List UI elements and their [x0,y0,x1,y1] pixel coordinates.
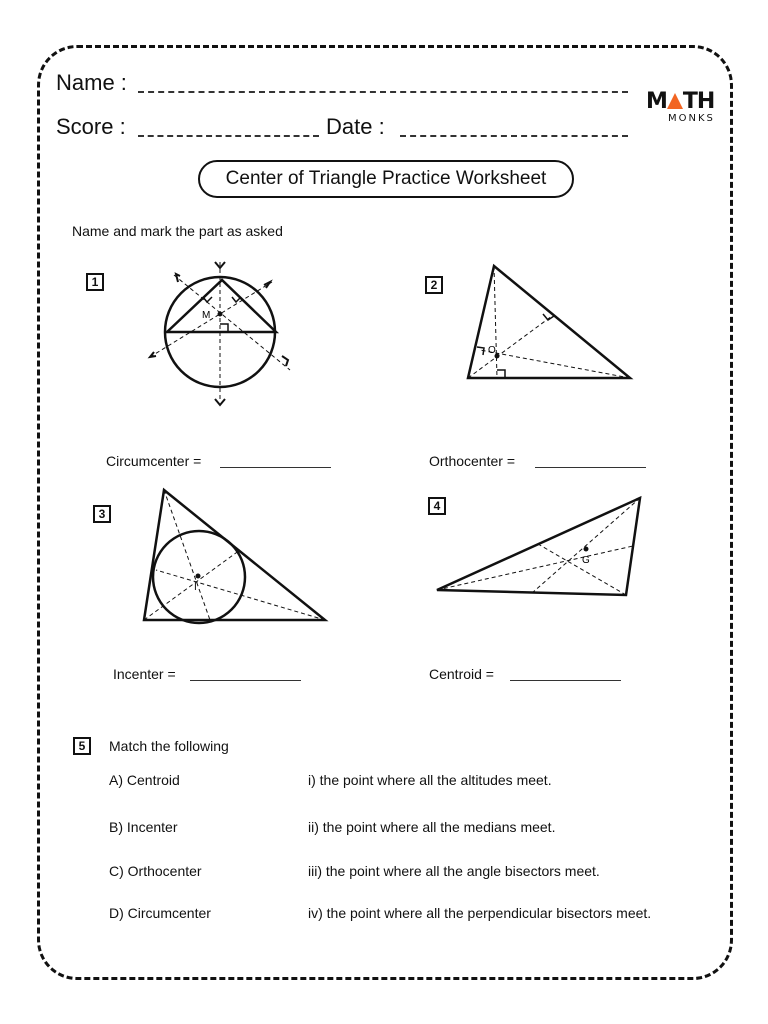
score-label: Score : [56,114,126,139]
page-title [198,160,574,198]
page-title-text: Center of Triangle Practice Worksheet [225,168,547,189]
match-left-item: A) Centroid [109,772,180,788]
date-field[interactable] [400,135,628,137]
incenter-point-label: I [194,582,197,593]
orthocenter-figure [460,260,640,385]
mathmonks-logo [646,91,718,125]
date-label: Date : [326,114,385,139]
logo-triangle-icon [667,93,683,109]
circumcenter-figure [140,255,310,415]
match-right-item: iii) the point where all the angle bisectors meet. [308,863,600,879]
circumcenter-answer-label: Circumcenter = [106,453,202,469]
orthocenter-point-label: O [488,345,496,356]
match-left-item: C) Orthocenter [109,863,202,879]
score-field[interactable] [138,135,319,137]
logo-wordmark: M TH [646,89,715,114]
instruction-text: Name and mark the part as asked [72,223,283,239]
match-right-item: iv) the point where all the perpendicular bisectors meet. [308,905,652,921]
incenter-answer-label: Incenter = [113,666,176,682]
name-field[interactable] [138,91,628,93]
problem-4-number: 4 [428,497,446,515]
incenter-figure [140,485,330,625]
match-left-item: B) Incenter [109,819,178,835]
problem-2-number: 2 [425,276,443,294]
centroid-answer-field[interactable] [510,680,621,681]
orthocenter-answer-label: Orthocenter = [429,453,515,469]
circumcenter-point-label: M [202,310,211,321]
logo-subtitle: MONKS [668,113,715,124]
match-left-item: D) Circumcenter [109,905,211,921]
orthocenter-answer-field[interactable] [535,467,646,468]
problem-3-number: 3 [93,505,111,523]
match-right-item: ii) the point where all the medians meet. [308,819,556,835]
match-right-item: i) the point where all the altitudes meet. [308,772,552,788]
centroid-answer-label: Centroid = [429,666,494,682]
circumcenter-answer-field[interactable] [220,467,331,468]
match-heading: Match the following [109,738,229,754]
centroid-point-label: G [582,555,590,566]
problem-5-number: 5 [73,737,91,755]
incenter-answer-field[interactable] [190,680,301,681]
problem-1-number: 1 [86,273,104,291]
name-label: Name : [56,70,127,95]
centroid-figure [430,490,645,600]
